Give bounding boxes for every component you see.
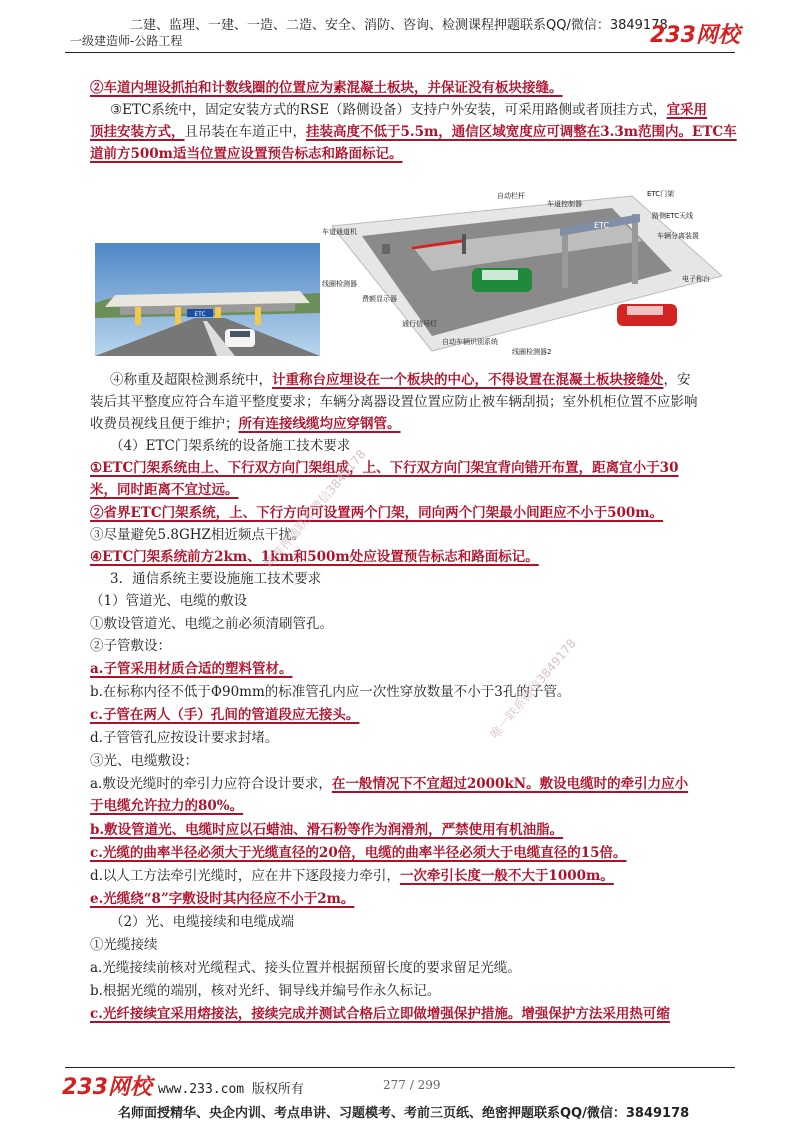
paragraph-3-line-2: 顶挂安装方式，且吊装在车道正中，挂装高度不低于5.5m，通信区域宽度应可调整在3.3m范围内。ETC车 bbox=[90, 124, 737, 140]
watermark: 精准押题联系微信3849178 bbox=[261, 447, 369, 571]
item-a: a.子管采用材质合适的塑料管材。 bbox=[90, 661, 293, 677]
diagram-label: 线圈检测器 bbox=[322, 280, 357, 288]
photo-etc-sign: ETC bbox=[194, 311, 206, 318]
paragraph-4-line-2: 装后其平整度应符合车道平整度要求；车辆分离器设置位置应防止被车辆刮损；室外机柜位置不应影响 bbox=[90, 394, 698, 410]
s4-item-1: ①ETC门架系统由上、下行双方向门架组成，上、下行双方向门架宜背向错开布置，距离宜小于30 bbox=[90, 460, 679, 476]
item-b: b.在标称内径不低于Φ90mm的标准管孔内应一次性穿放数量不小于3孔的子管。 bbox=[90, 684, 571, 700]
brand-logo: 233网校 bbox=[650, 23, 740, 48]
diagram-label: 费额显示器 bbox=[362, 295, 397, 303]
watermark: 唯一联系微信3849178 bbox=[487, 636, 579, 742]
header-subject: 一级建造师-公路工程 bbox=[70, 34, 183, 48]
s3-1-2: ②子管敷设： bbox=[90, 638, 171, 654]
diagram-label: 车辆分离装置 bbox=[657, 232, 699, 240]
header-divider bbox=[65, 52, 735, 53]
diagram-label: 车道控制器 bbox=[547, 200, 582, 208]
splice-item-c: c.光纤接续宜采用熔接法，接续完成并测试合格后立即做增强保护措施。增强保护方法采用热可缩 bbox=[90, 1006, 670, 1022]
etc-lane-diagram bbox=[322, 186, 722, 358]
footer-promo: 名师面授精华、央企内训、考点串讲、习题模考、考前三页纸、绝密押题联系QQ/微信：3849178 bbox=[118, 1106, 690, 1121]
cable-item-c: c.光缆的曲率半径必须大于光缆直径的20倍，电缆的曲率半径必须大于电缆直径的15倍。 bbox=[90, 845, 627, 861]
diagram-label: ETC门架 bbox=[647, 190, 675, 198]
s3-sub-1: （1）管道光、电缆的敷设 bbox=[90, 593, 248, 609]
paragraph-4-line-1: ④称重及超限检测系统中，计重称台应埋设在一个板块的中心，不得设置在混凝土板块接缝处，安 bbox=[110, 372, 691, 388]
cable-item-e: e.光缆绕“8”字敷设时其内径应不小于2m。 bbox=[90, 891, 355, 907]
diagram-label: 自动栏杆 bbox=[497, 192, 525, 200]
s3-2-1: ①光缆接续 bbox=[90, 937, 158, 953]
s3-1-1: ①敷设管道光、电缆之前必须清刷管孔。 bbox=[90, 616, 333, 632]
paragraph-3-line-3: 道前方500m适当位置应设置预告标志和路面标记。 bbox=[90, 146, 403, 162]
s4-item-2: ②省界ETC门架系统，上、下行方向可设置两个门架，同向两个门架最小间距应不小于500m。 bbox=[90, 505, 664, 521]
s3-sub-2: （2）光、电缆接续和电缆成端 bbox=[110, 914, 295, 930]
diagram-label: 路侧ETC天线 bbox=[652, 212, 694, 220]
footer-site: www.233.com 版权所有 bbox=[158, 1082, 304, 1097]
section-4-heading: （4）ETC门架系统的设备施工技术要求 bbox=[110, 438, 351, 454]
footer-logo: 233网校 bbox=[62, 1075, 152, 1100]
cable-item-d: d.以人工方法牵引光缆时，应在井下逐段接力牵引，一次牵引长度一般不大于1000m。 bbox=[90, 868, 614, 884]
paragraph-3-line-1: ③ETC系统中，固定安装方式的RSE（路侧设备）支持户外安装，可采用路侧或者顶挂方式，宜采用 bbox=[110, 102, 708, 118]
diagram-label: 电子称台 bbox=[682, 275, 710, 283]
diagram-label: 自动车辆识别系统 bbox=[442, 338, 498, 346]
item-c: c.子管在两人（手）孔间的管道段应无接头。 bbox=[90, 707, 360, 723]
footer-divider bbox=[65, 1067, 735, 1068]
diagram-label: 线圈检测器2 bbox=[512, 348, 552, 356]
paragraph-4-line-3: 收费员视线且便于维护；所有连接线缆均应穿钢管。 bbox=[90, 416, 401, 432]
cable-item-a-cont: 于电缆允许拉力的80%。 bbox=[90, 798, 244, 814]
cable-item-a: a.敷设光缆时的牵引力应符合设计要求，在一般情况下不宜超过2000kN。敷设电缆时的牵引力应小 bbox=[90, 776, 689, 792]
item-d: d.子管管孔应按设计要求封堵。 bbox=[90, 730, 279, 746]
s3-1-3: ③光、电缆敷设： bbox=[90, 753, 198, 769]
page-number: 277 / 299 bbox=[383, 1078, 441, 1092]
paragraph-2: ②车道内埋设抓拍和计数线圈的位置应为素混凝土板块，并保证没有板块接缝。 bbox=[90, 80, 563, 96]
splice-item-a: a.光缆接续前核对光缆程式、接头位置并根据预留长度的要求留足光缆。 bbox=[90, 960, 521, 976]
section-3-heading: 3．通信系统主要设施施工技术要求 bbox=[110, 571, 322, 587]
cable-item-b: b.敷设管道光、电缆时应以石蜡油、滑石粉等作为润滑剂，严禁使用有机油脂。 bbox=[90, 822, 564, 838]
s4-item-4: ④ETC门架系统前方2km、1km和500m处应设置预告标志和路面标记。 bbox=[90, 549, 539, 565]
header-promo-text: 二建、监理、一建、一造、二造、安全、消防、咨询、检测课程押题联系QQ/微信：3849178 bbox=[130, 18, 668, 33]
splice-item-b: b.根据光缆的端别，核对光纤、铜导线并编号作永久标记。 bbox=[90, 983, 441, 999]
s4-item-3: ③尽量避免5.8GHZ相近频点干扰。 bbox=[90, 527, 306, 543]
diagram-label: 车道通道机 bbox=[322, 228, 357, 236]
diagram-label: 通行信号灯 bbox=[402, 320, 437, 328]
toll-plaza-photo bbox=[95, 243, 320, 356]
gantry-sign: ETC bbox=[594, 221, 610, 230]
s4-item-1-cont: 米，同时距离不宜过远。 bbox=[90, 482, 239, 498]
